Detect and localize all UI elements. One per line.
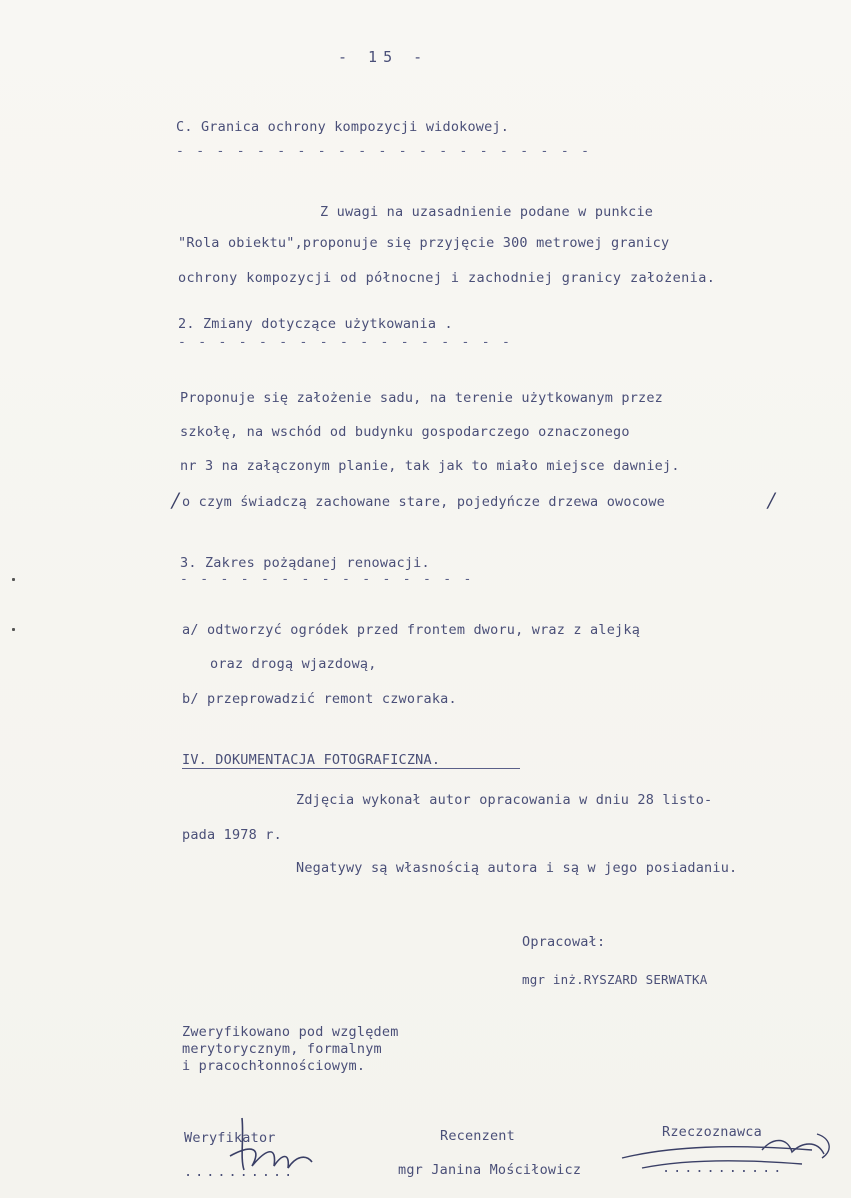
section-iv-line-1: Zdjęcia wykonał autor opracowania w dniu 28 listo-	[296, 792, 713, 808]
section-3-item-a-cont: oraz drogą wjazdową,	[210, 656, 377, 672]
verification-line-1: Zweryfikowano pod względem	[182, 1024, 399, 1040]
section-2-line-2: szkołę, na wschód od budynku gospodarczego oznaczonego	[180, 424, 630, 440]
verifier-label: Weryfikator	[184, 1130, 276, 1146]
section-2-heading: 2. Zmiany dotyczące użytkowania .	[178, 316, 453, 332]
section-c-heading: C. Granica ochrony kompozycji widokowej.	[176, 119, 510, 135]
section-c-line-3: ochrony kompozycji od północnej i zachodniej granicy założenia.	[178, 270, 716, 286]
verification-line-2: merytorycznym, formalnym	[182, 1041, 382, 1057]
section-3-item-b: b/ przeprowadzić remont czworaka.	[182, 691, 457, 707]
section-2-line-1: Proponuje się założenie sadu, na terenie użytkowanym przez	[180, 390, 664, 406]
section-3-item-a: a/ odtworzyć ogródek przed frontem dworu, wraz z alejką	[182, 622, 641, 638]
section-iv-heading: IV. DOKUMENTACJA FOTOGRAFICZNA.	[182, 752, 441, 768]
reviewer-label: Recenzent	[440, 1128, 515, 1144]
handwritten-bracket-right: /	[768, 488, 775, 512]
section-iv-line-2: pada 1978 r.	[182, 827, 282, 843]
section-iv-underline	[182, 768, 520, 769]
author-name: mgr inż.RYSZARD SERWATKA	[522, 972, 708, 987]
verifier-dots: ..........	[184, 1164, 296, 1180]
section-iv-line-3: Negatywy są własnością autora i są w jego posiadaniu.	[296, 860, 738, 876]
verifier-signature	[222, 1108, 332, 1178]
margin-punch-mark	[12, 628, 15, 631]
verification-line-3: i pracochłonnościowym.	[182, 1058, 366, 1074]
section-c-underline: - - - - - - - - - - - - - - - - - - - - -	[176, 144, 592, 159]
section-2-line-4: o czym świadczą zachowane stare, pojedyńcze drzewa owocowe	[182, 494, 666, 510]
section-2-line-3: nr 3 na załączonym planie, tak jak to miało miejsce dawniej.	[180, 458, 680, 474]
margin-punch-mark	[12, 578, 15, 581]
section-2-underline: - - - - - - - - - - - - - - - - -	[178, 335, 513, 350]
reviewer-name: mgr Janina Mościłowicz	[398, 1162, 582, 1178]
page-number: - 15 -	[338, 48, 429, 66]
expert-dots: ...........	[662, 1160, 785, 1176]
section-3-underline: - - - - - - - - - - - - - - -	[180, 572, 474, 587]
handwritten-bracket-left: /	[172, 488, 179, 512]
section-c-line-2: "Rola obiektu",proponuje się przyjęcie 300 metrowej granicy	[178, 235, 670, 251]
author-label: Opracował:	[522, 934, 606, 950]
expert-label: Rzeczoznawca	[662, 1124, 762, 1140]
section-3-heading: 3. Zakres pożądanej renowacji.	[180, 555, 430, 571]
expert-signature	[612, 1128, 842, 1188]
section-c-line-1: Z uwagi na uzasadnienie podane w punkcie	[320, 204, 654, 220]
